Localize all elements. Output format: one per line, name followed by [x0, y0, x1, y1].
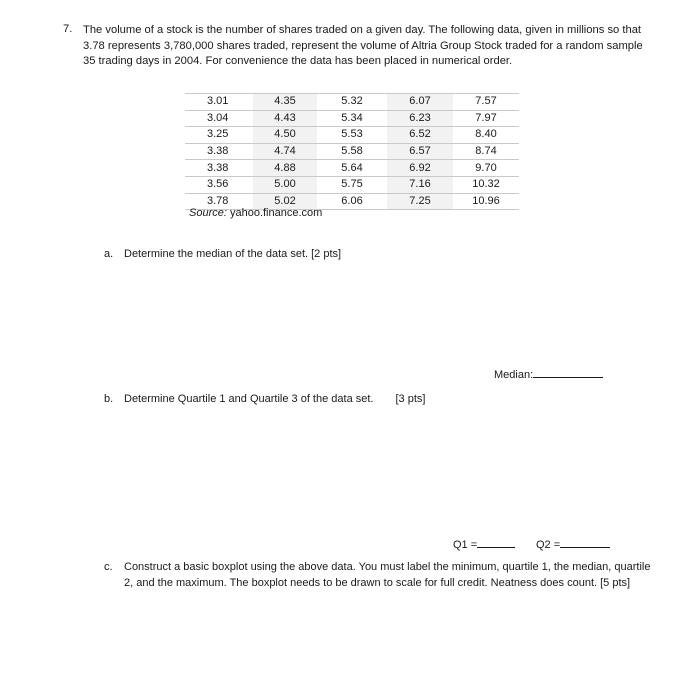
part-a [104, 248, 341, 260]
data-table [185, 93, 519, 210]
part-b [104, 393, 425, 405]
table-cell: 3.38 [185, 160, 253, 177]
q2-blank[interactable] [560, 538, 610, 548]
median-blank[interactable] [533, 368, 603, 378]
table-cell: 10.32 [453, 176, 519, 193]
table-row [185, 110, 519, 127]
table-cell: 3.25 [185, 127, 253, 144]
table-source [189, 207, 322, 219]
table-cell: 5.32 [317, 94, 387, 111]
table-cell: 10.96 [453, 193, 519, 210]
table-row [185, 160, 519, 177]
table-cell: 7.25 [387, 193, 453, 210]
table-row [185, 127, 519, 144]
part-a-text: Determine the median of the data set. [2 pts] [124, 248, 342, 260]
table-cell: 5.58 [317, 143, 387, 160]
part-c-text: Construct a basic boxplot using the above data. You must label the minimum, quartile 1, the median, quartile 2, and the maximum. The boxplot needs to be drawn to scale for full credit. Neatness does count. [5 pts] [124, 561, 651, 589]
median-label: Median: [494, 369, 534, 381]
table-cell: 7.16 [387, 176, 453, 193]
table-cell: 4.35 [253, 94, 317, 111]
table-cell: 4.50 [253, 127, 317, 144]
table-cell: 5.53 [317, 127, 387, 144]
table-cell: 5.75 [317, 176, 387, 193]
table-cell: 5.00 [253, 176, 317, 193]
table-cell: 8.74 [453, 143, 519, 160]
table-cell: 7.97 [453, 110, 519, 127]
table-cell: 5.34 [317, 110, 387, 127]
question-number: 7. [63, 23, 73, 35]
table-cell: 9.70 [453, 160, 519, 177]
table-cell: 3.01 [185, 94, 253, 111]
table-cell: 4.88 [253, 160, 317, 177]
part-b-points: [3 pts] [395, 393, 426, 405]
table-cell: 6.92 [387, 160, 453, 177]
table-cell: 3.56 [185, 176, 253, 193]
part-a-label: a. [104, 248, 114, 260]
q1-label: Q1 = [453, 539, 478, 551]
table-cell: 6.52 [387, 127, 453, 144]
table-cell: 6.57 [387, 143, 453, 160]
part-b-text: Determine Quartile 1 and Quartile 3 of the data set. [124, 393, 374, 405]
source-label: Source: [189, 207, 227, 219]
q1-answer [453, 538, 515, 551]
table-row [185, 143, 519, 160]
table-row [185, 176, 519, 193]
table-cell: 6.06 [317, 193, 387, 210]
table-cell: 6.07 [387, 94, 453, 111]
q1-blank[interactable] [477, 538, 515, 548]
table-cell: 4.74 [253, 143, 317, 160]
table-cell: 3.04 [185, 110, 253, 127]
table-cell: 5.64 [317, 160, 387, 177]
part-b-label: b. [104, 393, 114, 405]
table-cell: 3.38 [185, 143, 253, 160]
part-c-label: c. [104, 561, 113, 573]
part-c [104, 560, 652, 591]
table-cell: 7.57 [453, 94, 519, 111]
median-answer [494, 368, 603, 381]
source-value: yahoo.finance.com [226, 207, 323, 219]
table-cell: 8.40 [453, 127, 519, 144]
q2-answer [536, 538, 610, 551]
question-text: The volume of a stock is the number of shares traded on a given day. The following data, given in millions so that 3.78 represents 3,780,000 shares traded, represent the volume of Altria Group Stock traded for a random sample 35 trading days in 2004. For convenience the data has been placed in numerical order. [83, 24, 643, 67]
table-cell: 6.23 [387, 110, 453, 127]
table-cell: 5.02 [253, 193, 317, 210]
table-cell: 4.43 [253, 110, 317, 127]
table-row [185, 94, 519, 111]
table-cell: 3.78 [185, 193, 253, 210]
q2-label: Q2 = [536, 539, 561, 551]
